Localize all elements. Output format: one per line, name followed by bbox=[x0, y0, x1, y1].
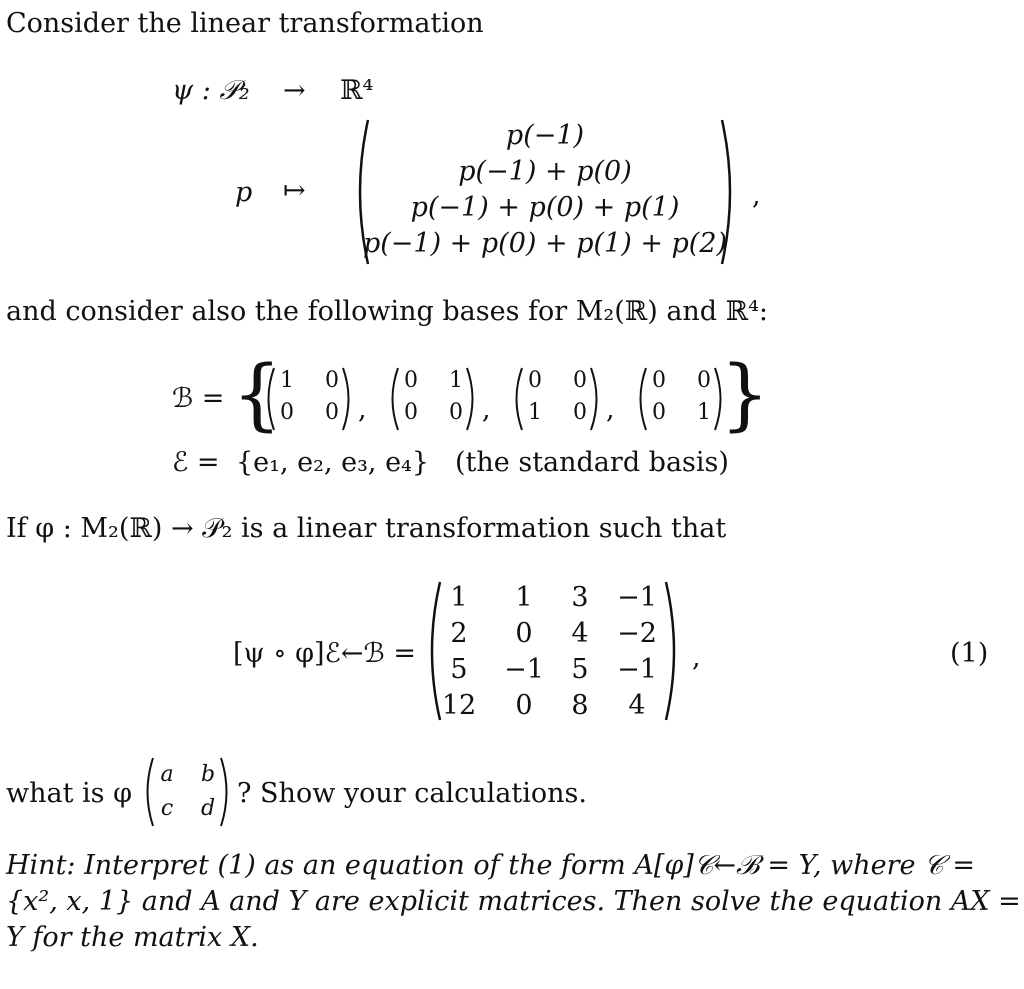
basis-e-label: ℰ = bbox=[172, 447, 220, 478]
composite-right-paren bbox=[664, 580, 684, 722]
question-suffix: ? Show your calculations. bbox=[237, 778, 587, 809]
composite-trailing-comma: , bbox=[692, 642, 701, 673]
basis-separator-comma: , bbox=[606, 394, 615, 425]
basis-separator-comma: , bbox=[482, 394, 491, 425]
basis-b-close-brace: } bbox=[720, 350, 770, 440]
basis-matrix-left-paren bbox=[262, 366, 276, 432]
composite-left-paren bbox=[422, 580, 442, 722]
hint-line-1: Hint: Interpret (1) as an equation of the form A[φ]𝒞←ℬ = Y, where 𝒞 = bbox=[6, 850, 975, 881]
mapsto-arrow: ↦ bbox=[283, 175, 306, 206]
composite-lhs: [ψ ∘ φ]ℰ←ℬ = bbox=[233, 638, 416, 669]
question-prefix: what is φ bbox=[6, 778, 133, 809]
basis-matrix-right-paren bbox=[713, 366, 727, 432]
intro-text: Consider the linear transformation bbox=[6, 8, 484, 39]
phi-intro-text: If φ : M₂(ℝ) → 𝒫₂ is a linear transformation such that bbox=[6, 513, 727, 544]
basis-separator-comma: , bbox=[358, 394, 367, 425]
basis-e-set: {e₁, e₂, e₃, e₄} bbox=[236, 447, 430, 478]
equation-number: (1) bbox=[950, 638, 989, 669]
basis-b-label: ℬ = bbox=[172, 383, 225, 414]
basis-e-note: (the standard basis) bbox=[455, 447, 729, 478]
hint-line-2: {x², x, 1} and A and Y are explicit matrices. Then solve the equation AX = bbox=[6, 886, 1021, 917]
basis-matrix-right-paren bbox=[465, 366, 479, 432]
maps-arrow: → bbox=[283, 75, 306, 106]
psi-trailing-comma: , bbox=[752, 180, 761, 211]
basis-matrix-left-paren bbox=[634, 366, 648, 432]
basis-matrix-left-paren bbox=[510, 366, 524, 432]
bases-intro-text: and consider also the following bases for M₂(ℝ) and ℝ⁴: bbox=[6, 296, 769, 327]
basis-b-open-brace: { bbox=[232, 350, 282, 440]
psi-codomain: ℝ⁴ bbox=[340, 75, 374, 106]
question-matrix-left-paren bbox=[141, 756, 155, 828]
basis-matrix-right-paren bbox=[341, 366, 355, 432]
basis-matrix-left-paren bbox=[386, 366, 400, 432]
psi-variable: p bbox=[235, 177, 253, 208]
hint-line-3: Y for the matrix X. bbox=[6, 922, 259, 953]
basis-matrix-right-paren bbox=[589, 366, 603, 432]
psi-domain: ψ : 𝒫₂ bbox=[172, 75, 250, 106]
question-matrix-right-paren bbox=[219, 756, 233, 828]
